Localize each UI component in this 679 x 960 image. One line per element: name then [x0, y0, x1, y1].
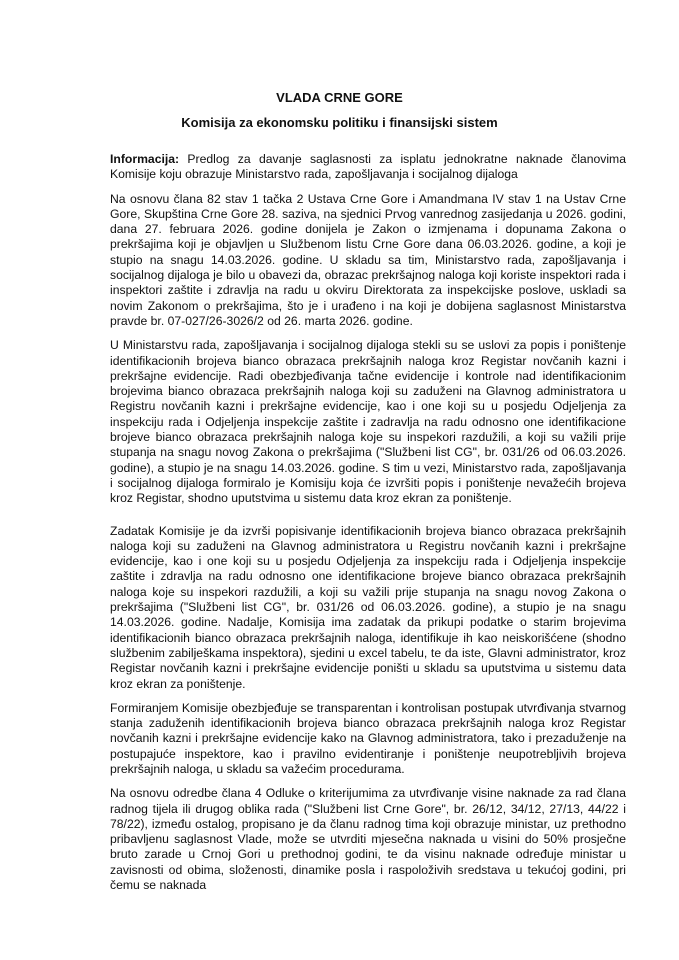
paragraph-compensation: Na osnovu odredbe člana 4 Odluke o kriterijumima za utvrđivanje visine naknade za rad člana radnog tijela ili drugog oblika rada ("Službeni list Crne Gore", br. 26/12, 34/12, 27/13, 44/22 i 78/22), između ostalog, propisano je da članu radnog tima koji obrazuje ministar, uz prethodno pribavljenu saglasnost Vlade, može se utvrditi mjesečna naknada u visini do 50% prosječne bruto zarade u Crnoj Gori u prethodnoj godini, te da visinu naknade određuje ministar u zavisnosti od obima, složenosti, dinamike posla i raspoloživih sredstava u tekućoj godini, pri čemu se naknada	[110, 786, 626, 893]
intro-label: Informacija:	[110, 152, 180, 166]
paragraph-legal-basis: Na osnovu člana 82 stav 1 tačka 2 Ustava Crne Gore i Amandmana IV stav 1 na Ustav Crne Gore, Skupština Crne Gore 28. saziva, na sjednici Prvog vanrednog zasijedanja u 2026. godini, dana 27. februara 2026. godine donijela je Zakon o izmjenama i dopunama Zakona o prekršajima koji je objavljen u Službenom listu Crne Gore dana 06.03.2026. godine, a koji je stupio na snagu 14.03.2026. godine. U skladu sa tim, Ministarstvo rada, zapošljavanja i socijalnog dijaloga je bilo u obavezi da, obrazac prekršajnog naloga koji koriste inspektori rada i inspektori zaštite i zdravlja na radu u okviru Direktorata za inspekcijske poslove, uskladi sa novim Zakonom o prekršajima, što je i urađeno i na koji je dobijena saglasnost Ministarstva pravde br. 07-027/26-3026/2 od 26. marta 2026. godine.	[110, 191, 626, 328]
paragraph-conditions: U Ministarstvu rada, zapošljavanja i socijalnog dijaloga stekli su se uslovi za popis i poništenje identifikacionih brojeva bianco obrazaca prekršajnih naloga kroz Registar novčanih kazni i prekršajne evidencije. Radi obezbjeđivanja tačne evidencije i kontrole nad identifikacionim brojevima bianco obrazaca prekršajnih naloga koji su zaduženi na Glavnog administratora u Registru novčanih kazni i prekršajne evidencije, kao i one koji su u posjedu Odjeljenja za inspekciju rada i Odjeljenja inspekcije zaštite i zadravlja na radu odnosno one identifikacione brojeve bianco obrazaca prekršajnih naloga koje su inspekori razdužili, a koji su važili prije stupanja na snagu novog Zakona o prekršajima ("Službeni list CG", br. 031/26 od 06.03.2026. godine), a stupio je na snagu 14.03.2026. godine. S tim u vezi, Ministarstvo rada, zapošljavanja i socijalnog dijaloga formiralo je Komisiju koja će izvršiti popis i poništenje nevažećih brojeva kroz Registar, shodno uputstvima u sistemu data kroz ekran za poništenje.	[110, 338, 626, 506]
paragraph-transparency: Formiranjem Komisije obezbjeđuje se transparentan i kontrolisan postupak utvrđivanja stvarnog stanja zaduženih identifikacionih brojeva bianco obrazaca prekršajnih naloga kroz Registar novčanih kazni i prekršajne evidencije kako na Glavnog administratora, tako i prezaduženje na postupajuće inspektore, kao i pravilno evidentiranje i poništenje neupotrebljivih brojeva prekršajnih naloga, u skladu sa važećim procedurama.	[110, 700, 626, 776]
commission-title: Komisija za ekonomsku politiku i finansijski sistem	[181, 115, 498, 130]
intro-paragraph	[110, 152, 626, 183]
intro-text: Predlog za davanje saglasnosti za isplatu jednokratne naknade članovima Komisije koju obrazuje Ministarstvo rada, zapošljavanja i socijalnog dijaloga	[110, 152, 626, 182]
document-body	[110, 152, 626, 893]
paragraph-commission-task: Zadatak Komisije je da izvrši popisivanje identifikacionih brojeva bianco obrazaca prekršajnih naloga koji su zaduženi na Glavnog administratora u Registru novčanih kazni i prekršajne evidencije, kao i one koji su u posjedu Odjeljenja za inspekciju rada i Odjeljenja inspekcije zaštite i zdravlja na radu odnosno one identifikacione brojeve bianco obrazaca prekršajnih naloga koje su inspekori razdužili, a koji su važili prije stupanja na snagu novog Zakona o prekršajima ("Službeni list CG", br. 031/26 od 06.03.2026. godine), a stupio je na snagu 14.03.2026. godine. Nadalje, Komisija ima zadatak da prikupi podatke o starim brojevima identifikacionih bianco obrazaca prekršajnih naloga, identifikuje ih kao neiskorišćene (shodno službenim zabilješkama inspektora), sjedini u excel tabelu, te da iste, Glavni administrator, kroz Registar novčanih kazni i prekršajne evidencije poništi u skladu sa uputstvima u sistemu data kroz ekran za poništenje.	[110, 523, 626, 691]
government-title: VLADA CRNE GORE	[276, 90, 403, 105]
